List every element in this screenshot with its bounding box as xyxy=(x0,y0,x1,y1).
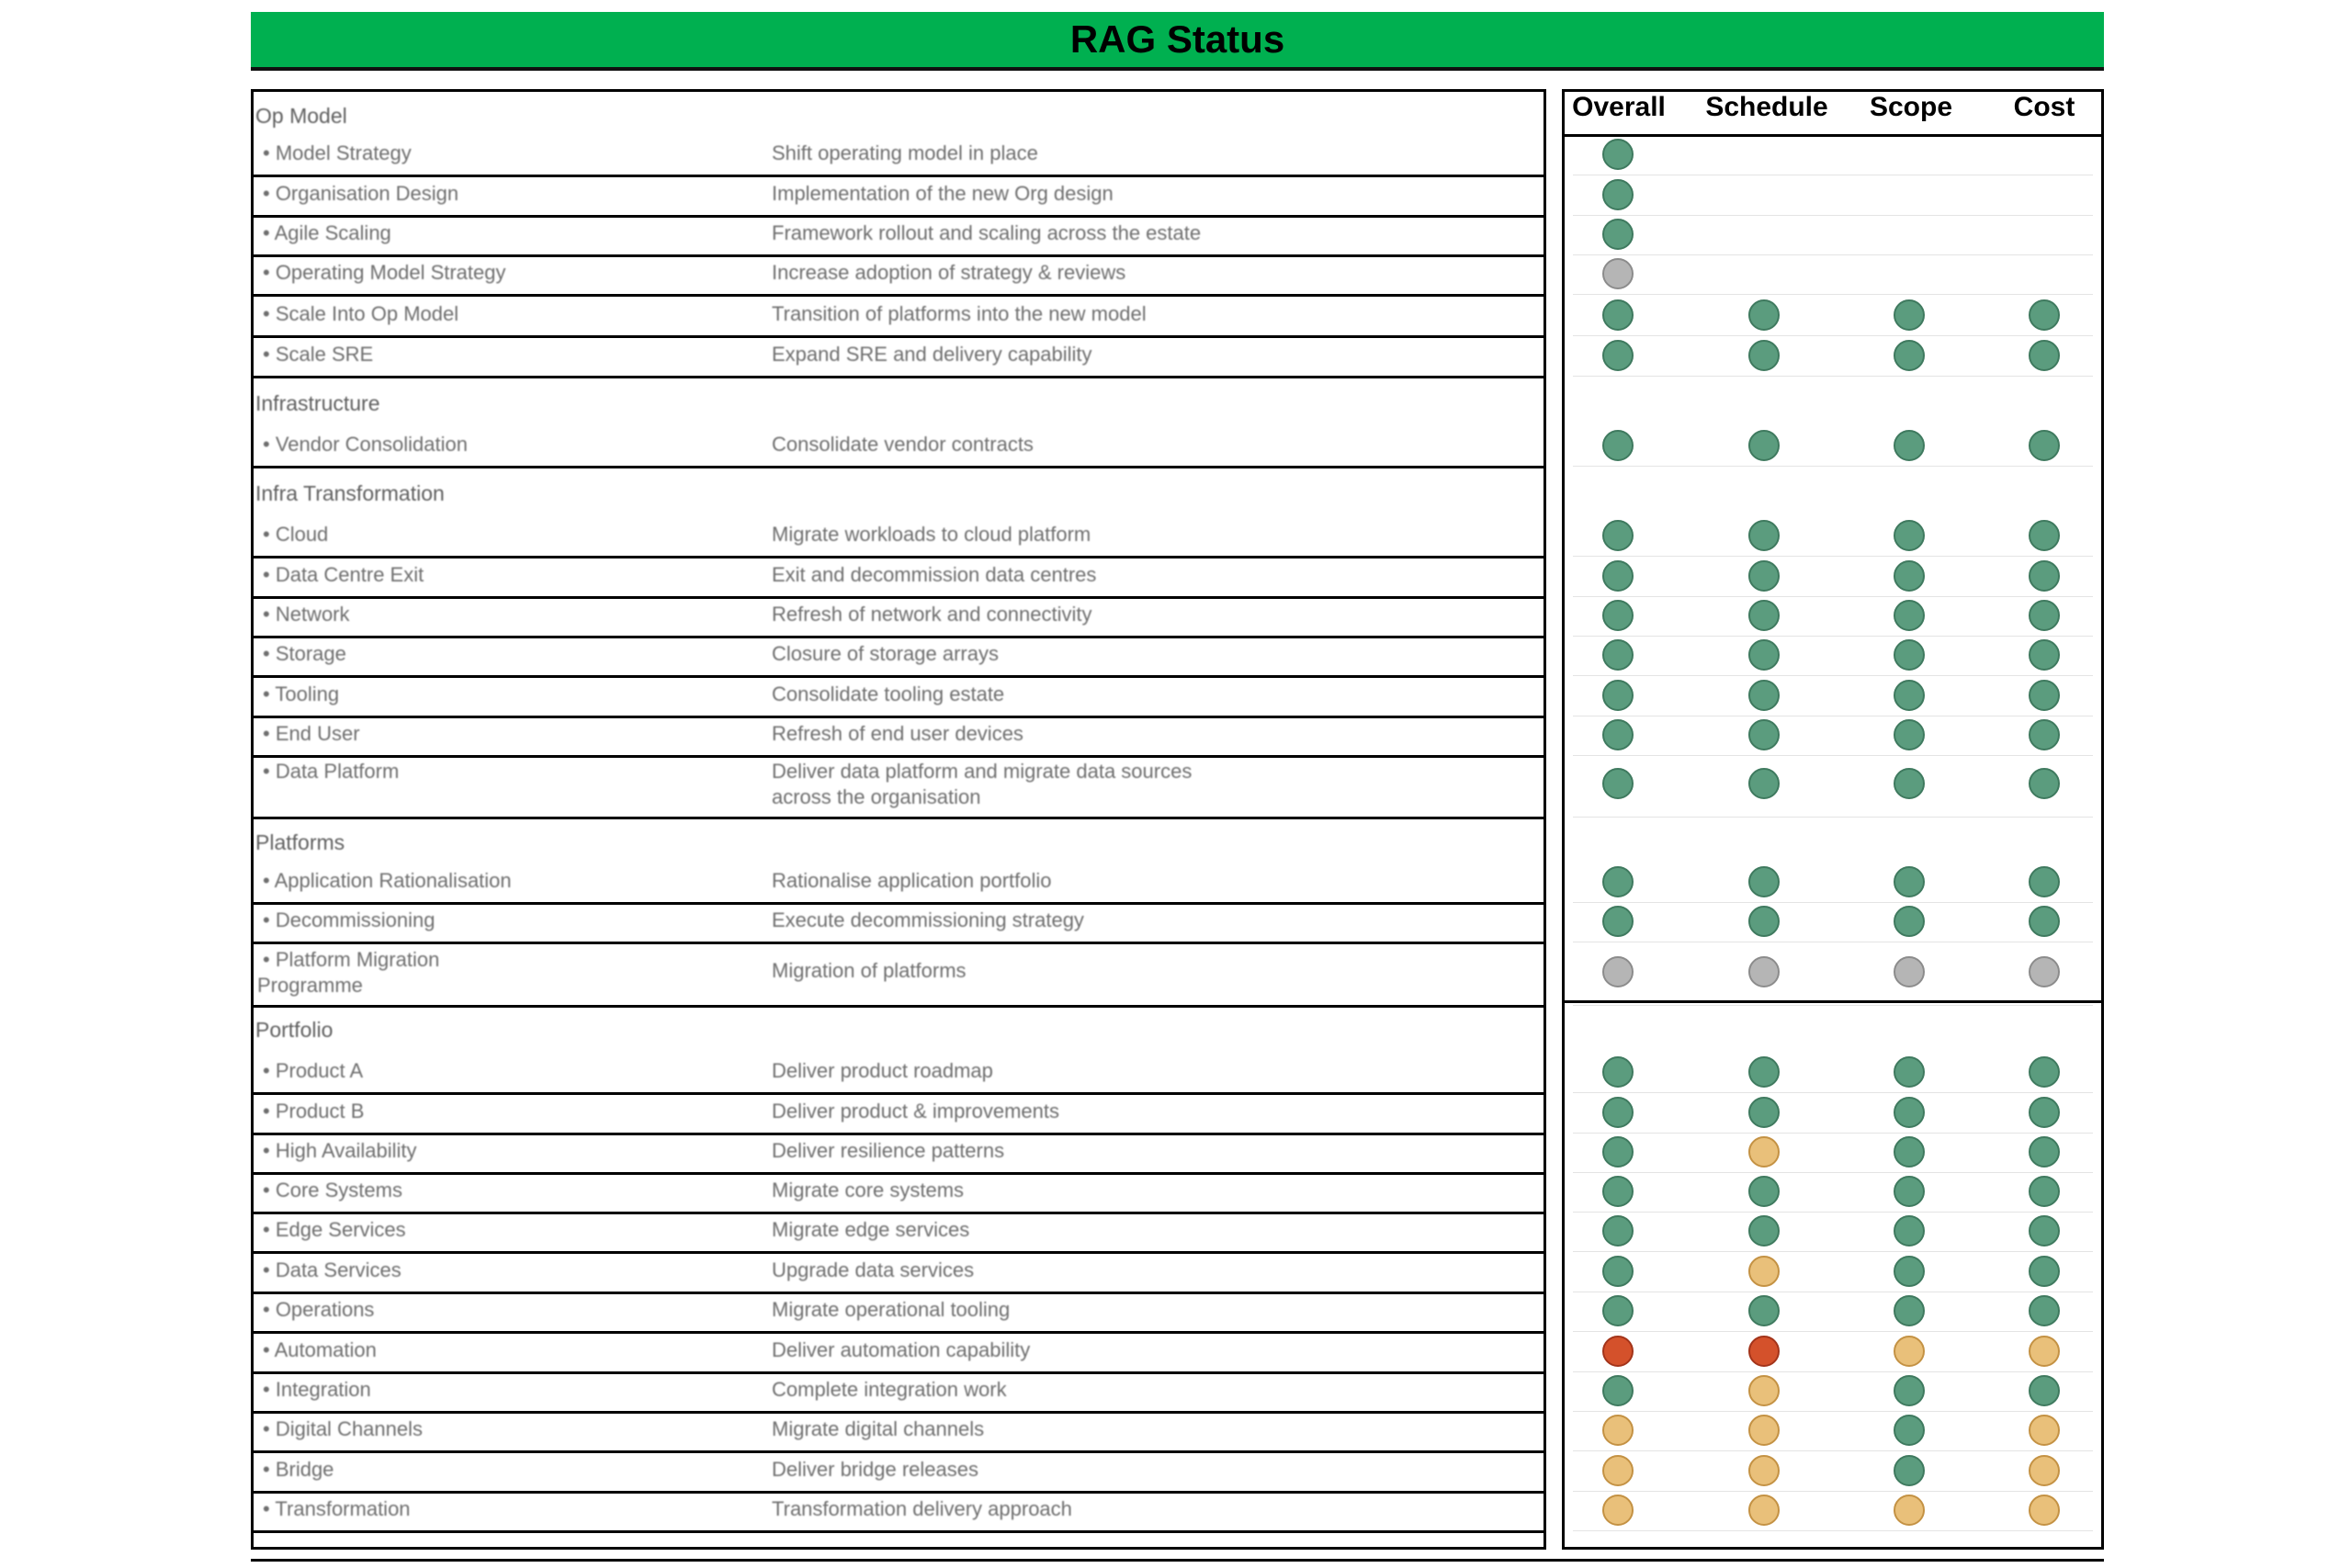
status-dot-green xyxy=(1748,1176,1780,1207)
status-dot-green xyxy=(2029,639,2060,671)
bottom-rule xyxy=(251,1559,2104,1562)
status-dot-green xyxy=(2029,600,2060,631)
row-divider xyxy=(254,1331,1544,1334)
workstream-name: • End User xyxy=(263,722,360,745)
status-dot-green xyxy=(1748,340,1780,371)
status-dot-green xyxy=(1894,1136,1925,1168)
status-gridline xyxy=(1573,1251,2093,1252)
row-divider xyxy=(254,1251,1544,1254)
workstream-description-line2: across the organisation xyxy=(772,785,981,808)
workstream-description: Migrate digital channels xyxy=(772,1417,985,1440)
status-dot-amber xyxy=(1748,1136,1780,1168)
row-divider xyxy=(254,755,1544,758)
status-dot-green xyxy=(1748,680,1780,711)
status-dot-amber xyxy=(1602,1455,1634,1486)
workstream-description: Consolidate vendor contracts xyxy=(772,433,1034,456)
status-dot-amber xyxy=(1894,1336,1925,1367)
status-dot-green xyxy=(1894,906,1925,937)
workstream-name: • Scale SRE xyxy=(263,343,374,366)
status-dot-green xyxy=(2029,1295,2060,1326)
section-heading: Portfolio xyxy=(255,1018,334,1042)
status-dot-amber xyxy=(1748,1415,1780,1446)
status-dot-green xyxy=(1894,1455,1925,1486)
status-dot-amber xyxy=(1894,1495,1925,1526)
status-dot-amber xyxy=(2029,1455,2060,1486)
status-dot-grey xyxy=(1602,258,1634,289)
workstream-name: • Decommissioning xyxy=(263,908,435,931)
status-dot-green xyxy=(1602,719,1634,750)
workstream-name: • Operations xyxy=(263,1298,375,1321)
status-dot-amber xyxy=(1748,1375,1780,1406)
workstream-description: Execute decommissioning strategy xyxy=(772,908,1084,931)
status-gridline xyxy=(1573,902,2093,903)
workstream-description: Refresh of network and connectivity xyxy=(772,603,1092,626)
status-gridline xyxy=(1573,376,2093,377)
status-dot-green xyxy=(2029,1097,2060,1128)
status-dot-green xyxy=(2029,1176,2060,1207)
status-dot-amber xyxy=(1748,1256,1780,1287)
status-gridline xyxy=(1573,1212,2093,1213)
workstream-name: • Data Services xyxy=(263,1258,401,1281)
workstream-name: • Product A xyxy=(263,1059,364,1082)
status-dot-green xyxy=(2029,1215,2060,1247)
workstream-name: • Data Platform xyxy=(263,760,400,783)
status-gridline xyxy=(1573,636,2093,637)
workstream-description: Migrate workloads to cloud platform xyxy=(772,523,1091,546)
status-dot-green xyxy=(1602,1375,1634,1406)
row-divider xyxy=(254,175,1544,177)
status-dot-green xyxy=(2029,1056,2060,1088)
status-dot-green xyxy=(1602,1136,1634,1168)
status-dot-green xyxy=(1894,600,1925,631)
status-dot-green xyxy=(1748,639,1780,671)
workstream-description: Closure of storage arrays xyxy=(772,642,999,665)
status-gridline xyxy=(1573,556,2093,557)
status-dot-green xyxy=(1602,1215,1634,1247)
status-gridline xyxy=(1573,817,2093,818)
status-dot-green xyxy=(1894,1056,1925,1088)
column-header-cost: Cost xyxy=(2013,92,2075,122)
status-dot-green xyxy=(1894,866,1925,897)
status-dot-green xyxy=(1602,1176,1634,1207)
status-dot-green xyxy=(1748,1097,1780,1128)
row-divider xyxy=(254,1005,1544,1008)
row-divider xyxy=(254,335,1544,338)
section-heading: Infrastructure xyxy=(255,391,380,415)
workstream-description: Migrate operational tooling xyxy=(772,1298,1011,1321)
workstream-description: Deliver automation capability xyxy=(772,1338,1031,1361)
workstream-description: Migrate edge services xyxy=(772,1218,970,1241)
status-dot-red xyxy=(1748,1336,1780,1367)
workstream-name: • Edge Services xyxy=(263,1218,406,1241)
status-dot-green xyxy=(1894,520,1925,551)
workstream-name: • Vendor Consolidation xyxy=(263,433,468,456)
status-gridline xyxy=(1573,1331,2093,1332)
workstream-name: • Storage xyxy=(263,642,346,665)
status-dot-green xyxy=(1894,1295,1925,1326)
workstream-description: Consolidate tooling estate xyxy=(772,682,1005,705)
workstream-description: Framework rollout and scaling across the estate xyxy=(772,221,1202,244)
workstream-name: • Transformation xyxy=(263,1497,411,1520)
status-gridline xyxy=(1573,254,2093,255)
status-dot-green xyxy=(1602,866,1634,897)
row-divider xyxy=(254,716,1544,718)
section-heading: Op Model xyxy=(255,104,347,128)
row-divider xyxy=(254,254,1544,257)
status-gridline xyxy=(1573,675,2093,676)
row-divider xyxy=(254,466,1544,468)
workstream-name: • Organisation Design xyxy=(263,182,459,205)
workstream-name: • Product B xyxy=(263,1100,365,1122)
status-dot-green xyxy=(1602,600,1634,631)
status-dot-green xyxy=(2029,1136,2060,1168)
status-dot-green xyxy=(1894,719,1925,750)
status-gridline xyxy=(1573,1491,2093,1492)
row-divider xyxy=(254,1292,1544,1294)
status-dot-amber xyxy=(2029,1495,2060,1526)
status-dot-grey xyxy=(1894,956,1925,987)
status-dot-green xyxy=(1748,1056,1780,1088)
status-dot-green xyxy=(2029,340,2060,371)
status-dot-green xyxy=(1602,1295,1634,1326)
workstream-name: • Scale Into Op Model xyxy=(263,302,459,325)
section-heading: Infra Transformation xyxy=(255,481,445,505)
workstream-description: Transition of platforms into the new model xyxy=(772,302,1147,325)
status-dot-amber xyxy=(1748,1495,1780,1526)
status-dot-green xyxy=(1894,1176,1925,1207)
row-divider xyxy=(254,556,1544,558)
row-divider xyxy=(254,942,1544,944)
workstream-description: Deliver product & improvements xyxy=(772,1100,1060,1122)
status-dot-green xyxy=(1748,1215,1780,1247)
status-gridline xyxy=(1573,755,2093,756)
row-divider xyxy=(254,636,1544,638)
workstream-description: Increase adoption of strategy & reviews xyxy=(772,261,1126,284)
workstream-name: • Tooling xyxy=(263,682,340,705)
status-dot-green xyxy=(1748,768,1780,799)
status-dot-green xyxy=(1602,906,1634,937)
workstream-description: Refresh of end user devices xyxy=(772,722,1023,745)
page-title: RAG Status xyxy=(1069,17,1285,61)
workstream-description: Deliver data platform and migrate data sources xyxy=(772,760,1193,783)
status-dot-green xyxy=(1602,430,1634,461)
status-dot-green xyxy=(2029,906,2060,937)
row-divider xyxy=(254,1411,1544,1414)
status-dot-green xyxy=(1602,1256,1634,1287)
workstream-name: • Automation xyxy=(263,1338,377,1361)
row-divider xyxy=(254,1491,1544,1494)
header-divider xyxy=(1562,134,2104,137)
status-dot-green xyxy=(1602,139,1634,170)
workstream-description: Upgrade data services xyxy=(772,1258,975,1281)
workstream-description: Deliver bridge releases xyxy=(772,1458,978,1481)
workstream-description: Deliver product roadmap xyxy=(772,1059,993,1082)
row-divider xyxy=(254,1212,1544,1214)
row-divider xyxy=(254,1092,1544,1095)
workstream-name: • High Availability xyxy=(263,1139,417,1162)
status-dot-green xyxy=(1894,340,1925,371)
workstream-name-line2: Programme xyxy=(257,974,363,997)
title-banner xyxy=(251,12,2104,71)
status-dot-green xyxy=(1748,906,1780,937)
workstream-name: • Model Strategy xyxy=(263,141,412,164)
workstream-description: Exit and decommission data centres xyxy=(772,563,1097,586)
workstream-description: Rationalise application portfolio xyxy=(772,869,1052,892)
status-dot-grey xyxy=(1748,956,1780,987)
workstream-name: • Platform Migration xyxy=(263,948,440,971)
status-panel-top xyxy=(1562,89,2104,1003)
status-dot-green xyxy=(1602,1097,1634,1128)
column-header-schedule: Schedule xyxy=(1705,92,1828,122)
status-dot-amber xyxy=(1748,1455,1780,1486)
status-dot-green xyxy=(1602,179,1634,210)
status-panel-bottom xyxy=(1562,1000,2104,1550)
status-dot-green xyxy=(1602,340,1634,371)
status-dot-green xyxy=(1748,600,1780,631)
status-dot-green xyxy=(1894,1375,1925,1406)
status-dot-green xyxy=(1748,299,1780,331)
workstream-description: Implementation of the new Org design xyxy=(772,182,1114,205)
status-dot-green xyxy=(1602,520,1634,551)
row-divider xyxy=(254,1371,1544,1374)
workstream-description: Expand SRE and delivery capability xyxy=(772,343,1092,366)
status-dot-green xyxy=(1748,1295,1780,1326)
column-header-overall: Overall xyxy=(1572,92,1666,122)
workstream-name: • Application Rationalisation xyxy=(263,869,512,892)
workstream-name: • Operating Model Strategy xyxy=(263,261,506,284)
status-dot-green xyxy=(1894,639,1925,671)
status-dot-green xyxy=(1748,430,1780,461)
status-gridline xyxy=(1573,1371,2093,1372)
status-gridline xyxy=(1573,596,2093,597)
status-dot-green xyxy=(1894,768,1925,799)
column-header-scope: Scope xyxy=(1869,92,1953,122)
status-dot-green xyxy=(1602,1056,1634,1088)
status-dot-green xyxy=(1602,768,1634,799)
status-dot-green xyxy=(1894,299,1925,331)
status-dot-green xyxy=(2029,1256,2060,1287)
workstream-description: Migration of platforms xyxy=(772,959,967,982)
status-dot-green xyxy=(2029,520,2060,551)
workstream-name: • Bridge xyxy=(263,1458,334,1481)
status-dot-green xyxy=(1602,299,1634,331)
status-dot-amber xyxy=(2029,1415,2060,1446)
row-divider xyxy=(254,675,1544,678)
status-dot-green xyxy=(1748,719,1780,750)
status-gridline xyxy=(1573,294,2093,295)
status-dot-green xyxy=(1894,1097,1925,1128)
status-gridline xyxy=(1573,1411,2093,1412)
status-dot-green xyxy=(1894,1256,1925,1287)
row-divider xyxy=(254,817,1544,819)
status-gridline xyxy=(1573,1133,2093,1134)
status-dot-green xyxy=(1602,639,1634,671)
row-divider xyxy=(254,215,1544,218)
status-dot-green xyxy=(1894,560,1925,592)
workstream-name: • Data Centre Exit xyxy=(263,563,424,586)
status-dot-grey xyxy=(1602,956,1634,987)
status-dot-amber xyxy=(1602,1415,1634,1446)
status-dot-amber xyxy=(2029,1336,2060,1367)
status-dot-green xyxy=(2029,768,2060,799)
status-dot-green xyxy=(1748,520,1780,551)
status-dot-green xyxy=(2029,430,2060,461)
row-divider xyxy=(254,1133,1544,1135)
workstream-name: • Agile Scaling xyxy=(263,221,391,244)
workstream-name: • Network xyxy=(263,603,350,626)
row-divider xyxy=(254,1450,1544,1453)
row-divider xyxy=(254,376,1544,378)
workstream-description: Deliver resilience patterns xyxy=(772,1139,1005,1162)
status-dot-green xyxy=(2029,560,2060,592)
status-gridline xyxy=(1573,335,2093,336)
status-dot-green xyxy=(1894,430,1925,461)
status-dot-red xyxy=(1602,1336,1634,1367)
row-divider xyxy=(254,294,1544,297)
status-dot-grey xyxy=(2029,956,2060,987)
workstream-name: • Digital Channels xyxy=(263,1417,424,1440)
status-dot-green xyxy=(1602,680,1634,711)
workstream-name: • Integration xyxy=(263,1378,371,1401)
workstream-description: Complete integration work xyxy=(772,1378,1007,1401)
row-divider xyxy=(254,902,1544,905)
status-dot-green xyxy=(1602,560,1634,592)
status-dot-green xyxy=(2029,680,2060,711)
status-gridline xyxy=(1573,1172,2093,1173)
workstream-description: Shift operating model in place xyxy=(772,141,1038,164)
workstream-description: Transformation delivery approach xyxy=(772,1497,1072,1520)
row-divider xyxy=(254,1530,1544,1533)
section-heading: Platforms xyxy=(255,830,345,854)
status-gridline xyxy=(1573,1450,2093,1451)
row-divider xyxy=(254,596,1544,599)
row-divider xyxy=(254,1172,1544,1175)
status-dot-green xyxy=(1602,219,1634,250)
status-dot-green xyxy=(1894,680,1925,711)
status-dot-green xyxy=(1748,866,1780,897)
status-dot-green xyxy=(2029,1375,2060,1406)
status-dot-green xyxy=(1894,1415,1925,1446)
status-gridline xyxy=(1573,466,2093,467)
status-dot-amber xyxy=(1602,1495,1634,1526)
status-gridline xyxy=(1573,1530,2093,1531)
status-gridline xyxy=(1573,1092,2093,1093)
workstream-name: • Core Systems xyxy=(263,1179,402,1201)
status-dot-green xyxy=(1894,1215,1925,1247)
status-dot-green xyxy=(2029,866,2060,897)
status-dot-green xyxy=(2029,719,2060,750)
status-gridline xyxy=(1573,215,2093,216)
status-dot-green xyxy=(2029,299,2060,331)
status-dot-green xyxy=(1748,560,1780,592)
status-gridline xyxy=(1573,1005,2093,1006)
workstream-name: • Cloud xyxy=(263,523,329,546)
workstream-description: Migrate core systems xyxy=(772,1179,965,1201)
